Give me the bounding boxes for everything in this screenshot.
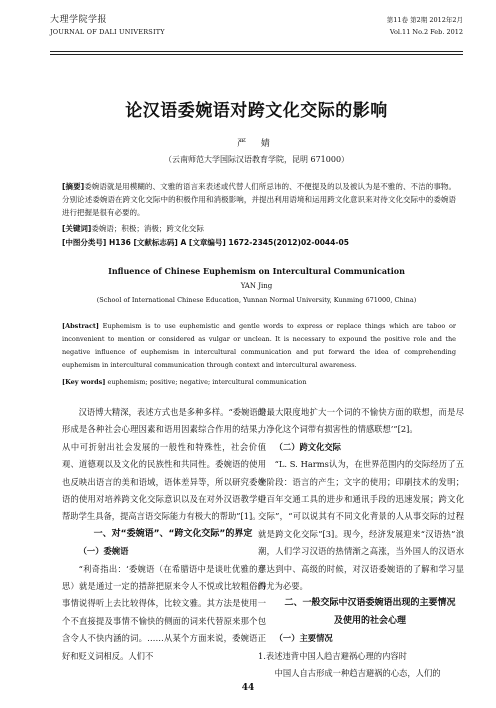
- keywords-label: [关键词]: [62, 224, 92, 233]
- subsection-euphemism-heading: （一）委婉语: [78, 546, 129, 557]
- journal-name-cn: 大理学院学报: [50, 15, 108, 25]
- issue-info-en: Vol.11 No.2 Feb. 2012: [389, 28, 463, 36]
- issue-info: [387, 14, 463, 38]
- english-keywords-text: euphemism; positive; negative; intercultural communication: [107, 378, 307, 386]
- keywords: [62, 222, 456, 235]
- journal-header: [0, 0, 496, 58]
- classification-line: [62, 236, 456, 249]
- paragraph-item-1-text: 中国人自古形成一种趋吉避祸的心态，人们的: [274, 668, 441, 679]
- english-author: YAN Jing: [240, 282, 273, 290]
- classification-text: [中图分类号] H136 [文献标志码] A [文章编号] 1672-2345(2012)02-0044-05: [62, 238, 349, 247]
- paragraph-intercultural-definition: “L. S. Harms认为，在世界范围内的交际经历了五个阶段：语言的产生；文字的使用；印刷技术的发明；近百年交通工具的进步和通讯手段的迅速发展；跨文化交际”，“可以说其有不同文化背景的人从事交际的过程就是跨文化交际”[3]。现今，经济发展迎来“汉语热”浪潮，人们学习汉语的热情渐之高涨，当外国人的汉语水平达到中、高级的时候，对汉语委婉语的了解和学习显得尤为必要。: [258, 459, 464, 592]
- english-abstract: [62, 320, 456, 372]
- journal-name-en: JOURNAL OF DALI UNIVERSITY: [50, 28, 165, 36]
- header-rule-top: [50, 51, 463, 52]
- author: 严 婧: [237, 139, 276, 149]
- english-title: Influence of Chinese Euphemism on Intercultural Communication: [108, 266, 405, 276]
- english-affiliation: (School of International Chinese Education, Yunnan Normal University, Kunming 671000, China): [96, 296, 417, 304]
- subsection-intercultural-heading: （二）跨文化交际: [274, 441, 341, 452]
- body-column-right: [258, 404, 464, 683]
- paragraph-continued: 是最大限度地扩大一个词的不愉快方面的联想，而是尽力净化这个词带有损害性的情感联想’”[2]。: [258, 407, 464, 435]
- subsection-main-situations-heading: （一）主要情况: [274, 633, 333, 644]
- header-rule-bottom: [50, 54, 463, 55]
- paragraph-intro: 汉语博大精深，表述方式也是多种多样。“委婉语的形成是各种社会心理因素和语用因素综合作用的结果，从中可折射出社会发展的一般性和特殊性，社会价值观、道德观以及文化的民族性和共同性。委婉语的使用也反映出语言的美和语域，语体差异等，所以研究委婉语的使用对培养跨文化交际意识以及在对外汉语教学中帮助学生具备，提高言语交际能力有极大的帮助”[1]。: [62, 407, 266, 522]
- english-abstract-text: Euphemism is to use euphemistic and gentle words to express or replace things which are taboo or inconvenient to mention or considered as vulgar or unclean. It is necessary to expound the positive role and the negative influence of euphemism in intercultural communication and put forward the idea of comprehending euphemism in intercultural communication through context and intercultural awareness.: [62, 322, 456, 369]
- abstract-text: 委婉语就是用模糊的、文雅的语言来表述或代替人们所忌讳的、不便提及的以及被认为是不雅的、不洁的事物。分别论述委婉语在跨文化交际中的积极作用和消极影响，并提出利用语境和运用跨文化意识来对待文化交际中的委婉语进行把握是很有必要的。: [62, 182, 456, 217]
- body-column-left: [62, 404, 266, 665]
- abstract-label: [摘要]: [62, 182, 85, 191]
- page-number: 44: [241, 683, 255, 693]
- section-2-heading-line1: 二、一般交际中汉语委婉语出现的主要情况: [284, 598, 456, 609]
- english-keywords-label: [Key words]: [62, 378, 106, 386]
- paragraph-item-1-title: 1.表述违背中国人趋吉避祸心理的内容时: [258, 650, 407, 661]
- keywords-text: 委婉语；积极；消极；跨文化交际: [91, 224, 204, 233]
- journal-name: [50, 14, 165, 38]
- section-1-heading: 一、对“委婉语”、“跨文化交际”的界定: [93, 528, 253, 539]
- article-title: 论汉语委婉语对跨文化交际的影响: [125, 101, 388, 121]
- affiliation: （云南师范大学国际汉语教育学院，昆明 671000）: [163, 155, 350, 164]
- section-2-heading-line2: 及使用的社会心理: [333, 615, 406, 626]
- abstract: [62, 180, 456, 219]
- paragraph-euphemism-definition: “利奇指出：‘委婉语（在希腊语中是谈吐优雅的意思）就是通过一定的措辞把原来令人不悦或比较粗俗的事情说得听上去比较得体，比较文雅。其方法是使用一个不直接提及事情不愉快的侧面的词来代替原来那个包含令人不快内涵的词。……从某个方面来说，委婉语正好和贬义词相反。人们不: [62, 563, 266, 661]
- english-keywords: [62, 376, 456, 389]
- english-abstract-label: [Abstract]: [62, 322, 99, 330]
- issue-info-cn: 第11卷 第2期 2012年2月: [386, 16, 463, 24]
